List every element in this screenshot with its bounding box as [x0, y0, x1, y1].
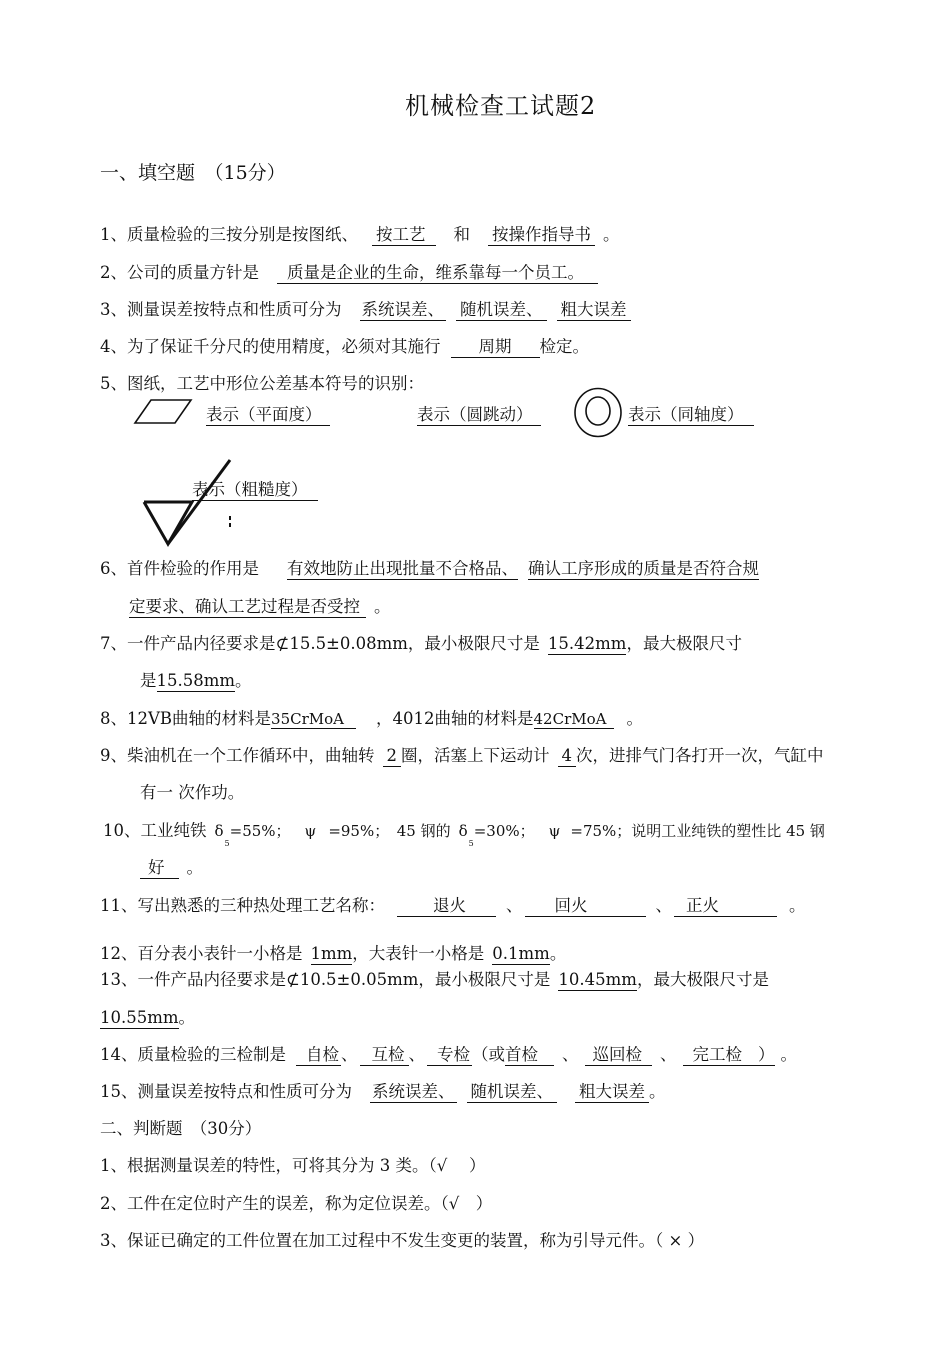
q6-answer-3: 定要求、确认工艺过程是否受控 — [129, 598, 366, 618]
q2-text: 2、公司的质量方针是 — [100, 263, 259, 282]
q9-text-2: 圈，活塞上下运动计 — [401, 746, 550, 765]
q14-sep-4: 、 — [660, 1045, 677, 1064]
judgment-3: 3、保证已确定的工件位置在加工过程中不发生变更的装置，称为引导元件。（ × ） — [100, 1231, 705, 1250]
q3-answer-2: 随机误差、 — [456, 301, 547, 321]
q10-value-3: =30%； — [473, 822, 535, 840]
question-15 — [100, 1078, 666, 1103]
question-7-cont — [140, 667, 252, 692]
q7-answer-2: 15.58mm — [156, 671, 236, 690]
q13-answer-2: 10.55mm — [100, 1008, 179, 1027]
q5-answer-2: 表示（圆跳动） — [417, 406, 541, 426]
q12-answer-2: 0.1mm — [492, 944, 550, 963]
q11-sep-2: 、 — [655, 896, 672, 915]
question-3 — [100, 296, 631, 321]
q11-end: 。 — [789, 896, 806, 915]
question-10 — [103, 817, 825, 848]
q14-sep-1: 、 — [341, 1045, 358, 1064]
section-fill-in-heading: 一、填空题 （15分） — [100, 162, 286, 184]
q8-text-2: ，4012曲轴的材料是 — [376, 709, 534, 728]
question-14 — [100, 1041, 797, 1066]
q11-answer-2: 回火 — [525, 897, 646, 917]
question-7 — [100, 630, 742, 655]
q6-answer-1: 有效地防止出现批量不合格品、 — [287, 559, 518, 578]
question-5: 5、图纸，工艺中形位公差基本符号的识别： — [100, 374, 424, 393]
q14-text: 14、质量检验的三检制是 — [100, 1045, 286, 1064]
q5-answer-3: 表示（同轴度） — [628, 406, 754, 426]
q3-answer-3: 粗大误差 — [557, 301, 631, 321]
delta-subscript-2: 5 — [468, 839, 474, 848]
q15-answer-2: 随机误差、 — [467, 1083, 558, 1103]
question-1 — [100, 221, 620, 246]
q10-value-4: =75%；说明工业纯铁的塑性比 45 钢 — [570, 822, 825, 840]
q8-end: 。 — [626, 709, 643, 728]
q9-text: 9、柴油机在一个工作循环中，曲轴转 — [100, 746, 375, 765]
flatness-symbol-icon — [133, 398, 193, 426]
q14-answer-6-text: 完工检 — [692, 1045, 742, 1064]
q6-text: 6、首件检验的作用是 — [100, 559, 259, 578]
question-4 — [100, 333, 589, 358]
q5-symbol-3-label — [628, 405, 754, 426]
q14-answer-6 — [683, 1046, 775, 1066]
q1-text: 1、质量检验的三按分别是按图纸、 — [100, 225, 358, 244]
q5-symbol-2-label — [417, 405, 541, 426]
q5-answer-4: 表示（粗糙度） — [192, 481, 318, 501]
q4-end: 检定。 — [539, 337, 589, 356]
q9-answer-1: 2 — [383, 747, 402, 767]
q13-answer-1: 10.45mm — [558, 970, 637, 989]
q8-text: 8、12VB曲轴的材料是 — [100, 709, 272, 728]
question-13-cont — [100, 1004, 195, 1029]
q11-answer-3: 正火 — [674, 897, 777, 917]
q10-value-1: =55%； — [229, 822, 291, 840]
q9-text-3: 次，进排气门各打开一次，气缸中 — [576, 746, 824, 765]
q14-answer-1: 自检 — [296, 1046, 341, 1066]
q14-sep-3: 、 — [562, 1045, 579, 1064]
q13-text-2: ，最大极限尺寸是 — [636, 970, 769, 989]
psi-symbol-2: ψ — [548, 822, 561, 840]
delta-subscript: 5 — [224, 839, 230, 848]
q14-answer-5: 巡回检 — [585, 1046, 653, 1066]
q12-end: 。 — [549, 944, 567, 963]
q11-text: 11、写出熟悉的三种热处理工艺名称： — [100, 896, 385, 915]
q14-sep-2: 、 — [408, 1045, 425, 1064]
section-true-false-heading: 二、判断题 （30分） — [100, 1119, 262, 1138]
question-12 — [100, 940, 566, 965]
q14-answer-4: 首检 — [505, 1046, 554, 1066]
q7-text-2: ，最大极限尺寸 — [626, 634, 742, 653]
q8-answer-2: 42CrMoA — [534, 711, 615, 729]
question-9-cont: 有一 次作功。 — [140, 783, 245, 802]
q14-answer-2: 互检 — [360, 1046, 409, 1066]
q14-text-2: （或 — [472, 1045, 505, 1064]
q1-answer-1: 按工艺 — [372, 226, 436, 246]
q4-answer: 周期 — [451, 338, 540, 358]
delta-symbol-2: δ — [458, 822, 468, 840]
q10-text: 10、工业纯铁 — [103, 821, 207, 840]
q12-answer-1: 1mm — [310, 944, 353, 963]
question-10-cont — [140, 854, 203, 879]
q7-answer-1: 15.42mm — [547, 634, 627, 653]
q5-symbol-1-label — [206, 405, 330, 426]
delta-symbol: δ — [214, 822, 224, 840]
q15-answer-1: 系统误差、 — [372, 1082, 455, 1101]
judgment-2: 2、工件在定位时产生的误差，称为定位误差。（√ ） — [100, 1194, 493, 1213]
q13-end: 。 — [178, 1008, 196, 1027]
q7-text: 7、一件产品内径要求是⊄15.5±0.08mm，最小极限尺寸是 — [100, 634, 540, 653]
q1-and: 和 — [453, 225, 470, 244]
psi-symbol: ψ — [304, 822, 317, 840]
q11-answer-1: 退火 — [397, 897, 496, 917]
q14-answer-3: 专检 — [427, 1046, 472, 1066]
q3-answer-1: 系统误差、 — [361, 300, 444, 319]
q1-answer-2: 按操作指导书 — [488, 226, 595, 246]
q10-end: 。 — [186, 858, 203, 877]
q7-end: 。 — [235, 671, 252, 690]
page-title: 机械检查工试题2 — [405, 92, 597, 120]
q14-close-paren: ） — [758, 1045, 775, 1064]
question-6 — [100, 555, 759, 580]
q15-end: 。 — [649, 1082, 666, 1101]
question-11 — [100, 892, 806, 917]
q15-answer-3: 粗大误差 — [575, 1083, 649, 1103]
q7-text-3: 是 — [140, 671, 157, 690]
q13-text: 13、一件产品内径要求是⊄10.5±0.05mm，最小极限尺寸是 — [100, 970, 551, 989]
q1-end: 。 — [603, 225, 620, 244]
q4-text: 4、为了保证千分尺的使用精度，必须对其施行 — [100, 337, 441, 356]
q11-sep-1: 、 — [506, 896, 523, 915]
q2-answer: 质量是企业的生命，维系靠每一个员工。 — [277, 264, 598, 284]
q6-end: 。 — [374, 597, 391, 616]
roughness-symbol-icon — [140, 456, 240, 552]
q12-text: 12、百分表小表针一小格是 — [100, 944, 303, 963]
q15-text: 15、测量误差按特点和性质可分为 — [100, 1082, 352, 1101]
question-2 — [100, 259, 598, 284]
q14-end: 。 — [780, 1045, 797, 1064]
q8-answer-1: 35CrMoA — [271, 711, 356, 729]
q5-symbol-4-label — [192, 480, 318, 501]
question-6-cont — [129, 593, 391, 618]
q5-answer-1: 表示（平面度） — [206, 406, 330, 426]
question-9 — [100, 742, 824, 767]
question-13 — [100, 966, 769, 991]
q12-text-2: ，大表针一小格是 — [352, 944, 485, 963]
question-8 — [100, 705, 643, 729]
q10-answer: 好 — [140, 859, 179, 879]
q3-text: 3、测量误差按特点和性质可分为 — [100, 300, 342, 319]
q6-answer-2: 确认工序形成的质量是否符合规 — [528, 559, 759, 578]
judgment-1: 1、根据测量误差的特性，可将其分为 3 类。（√ ） — [100, 1156, 486, 1175]
q9-answer-2: 4 — [558, 747, 577, 767]
concentricity-symbol-icon — [572, 386, 624, 440]
q10-value-2: =95%； 45 钢的 — [328, 822, 451, 840]
